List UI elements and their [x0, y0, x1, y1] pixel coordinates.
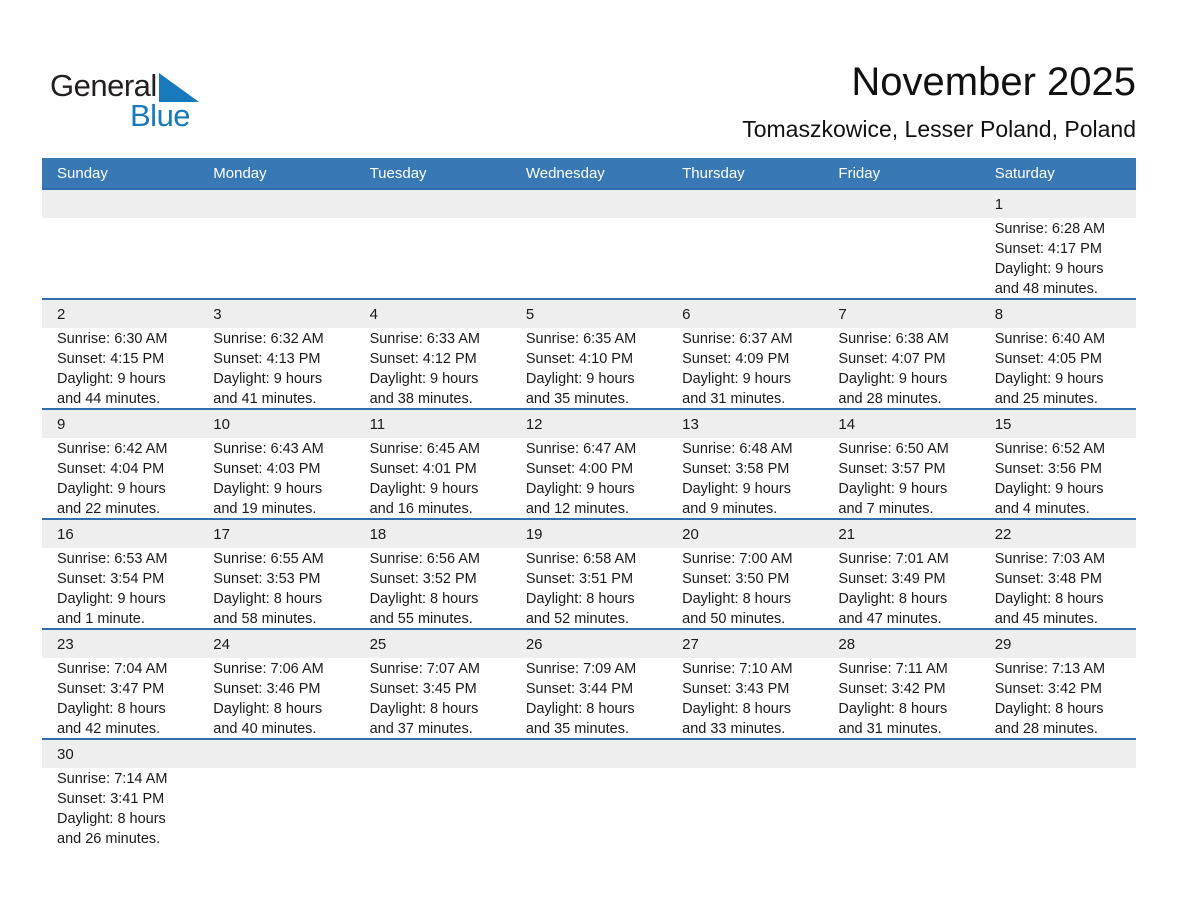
day-detail-line: Sunrise: 6:47 AM: [525, 441, 637, 457]
day-detail-line: Sunset: 3:52 PM: [369, 571, 477, 587]
day-cell-details: [42, 328, 198, 409]
empty-day-cell: [667, 768, 823, 849]
day-detail-line: and 35 minutes.: [525, 721, 630, 737]
day-number: 21: [838, 525, 856, 543]
day-number: 5: [525, 305, 535, 323]
day-cell-details: [511, 548, 667, 629]
day-cell-details: [198, 658, 354, 739]
logo-text-general: General: [50, 68, 157, 103]
empty-day-number: [667, 740, 823, 768]
day-number: 19: [525, 525, 543, 543]
day-detail-line: Sunrise: 7:13 AM: [994, 661, 1106, 677]
day-detail-line: Sunrise: 6:55 AM: [213, 551, 324, 567]
day-detail-line: Daylight: 8 hours: [525, 701, 635, 717]
day-detail-line: Sunset: 3:46 PM: [213, 681, 321, 697]
day-detail-line: Sunrise: 6:37 AM: [682, 331, 793, 347]
empty-day-cell: [355, 218, 511, 299]
day-detail-line: Daylight: 9 hours: [213, 481, 323, 497]
day-detail-line: Sunset: 4:05 PM: [994, 351, 1102, 367]
day-cell-details: [667, 328, 823, 409]
day-detail-line: and 55 minutes.: [369, 611, 473, 627]
general-blue-logo: [50, 70, 199, 131]
day-detail-line: and 25 minutes.: [994, 391, 1098, 407]
day-detail-line: Daylight: 8 hours: [57, 811, 166, 827]
day-detail-line: Daylight: 8 hours: [369, 701, 479, 717]
day-detail-line: Sunrise: 6:42 AM: [57, 441, 168, 457]
day-detail-line: Daylight: 8 hours: [838, 591, 948, 607]
weekday-header-tuesday: Tuesday: [369, 164, 427, 182]
day-detail-line: and 12 minutes.: [525, 501, 630, 517]
day-detail-line: Sunrise: 7:06 AM: [213, 661, 324, 677]
day-detail-line: Daylight: 8 hours: [994, 701, 1104, 717]
calendar-weeks: [42, 188, 1136, 848]
day-number: 15: [994, 415, 1012, 433]
day-detail-line: Sunrise: 6:35 AM: [525, 331, 637, 347]
week-row-2: [42, 298, 1136, 408]
day-detail-line: Daylight: 9 hours: [838, 481, 948, 497]
day-number: 27: [682, 635, 699, 653]
weekday-header-friday: Friday: [838, 164, 881, 182]
day-number-band: [42, 740, 1136, 768]
day-detail-line: Sunset: 4:03 PM: [213, 461, 321, 477]
empty-day-cell: [980, 768, 1136, 849]
day-number-band: [42, 630, 1136, 658]
day-detail-line: and 42 minutes.: [57, 721, 161, 737]
day-number: 12: [525, 415, 543, 433]
day-number: 23: [57, 635, 74, 653]
day-detail-line: Sunrise: 7:09 AM: [525, 661, 637, 677]
day-detail-line: Daylight: 9 hours: [369, 371, 479, 387]
day-detail-line: Sunset: 4:09 PM: [682, 351, 790, 367]
day-number: 7: [838, 305, 847, 323]
day-detail-line: and 48 minutes.: [994, 281, 1098, 297]
day-details-row: [42, 548, 1136, 628]
day-detail-line: Sunset: 3:41 PM: [57, 791, 165, 807]
empty-day-number: [198, 190, 354, 218]
day-detail-line: Daylight: 9 hours: [57, 481, 166, 497]
day-number: 9: [57, 415, 66, 433]
day-detail-line: and 1 minute.: [57, 611, 145, 627]
day-detail-line: Sunrise: 6:32 AM: [213, 331, 324, 347]
day-detail-line: Daylight: 8 hours: [994, 591, 1104, 607]
logo-text-blue: Blue: [130, 98, 191, 133]
day-detail-line: Sunset: 3:50 PM: [682, 571, 790, 587]
day-detail-line: and 16 minutes.: [369, 501, 473, 517]
day-cell-details: [667, 658, 823, 739]
day-number: 8: [994, 305, 1004, 323]
day-detail-line: Sunrise: 7:07 AM: [369, 661, 480, 677]
day-detail-line: Sunset: 3:53 PM: [213, 571, 321, 587]
day-number-band: [42, 520, 1136, 548]
day-number: 20: [682, 525, 699, 543]
day-cell-details: [511, 658, 667, 739]
day-detail-line: Daylight: 8 hours: [213, 591, 323, 607]
day-cell-details: [980, 438, 1136, 519]
day-cell-details: [355, 438, 511, 519]
weekday-header-row: [42, 158, 1136, 188]
day-number-band: [42, 300, 1136, 328]
day-number-band: [42, 410, 1136, 438]
day-cell-details: [355, 548, 511, 629]
day-detail-line: Sunset: 3:56 PM: [994, 461, 1102, 477]
day-detail-line: Sunrise: 6:56 AM: [369, 551, 480, 567]
day-details-row: [42, 768, 1136, 848]
day-number: 13: [682, 415, 699, 433]
day-number: 24: [213, 635, 230, 653]
day-detail-line: and 33 minutes.: [682, 721, 786, 737]
day-detail-line: and 37 minutes.: [369, 721, 473, 737]
day-detail-line: Daylight: 8 hours: [525, 591, 635, 607]
day-cell-details: [42, 438, 198, 519]
day-detail-line: Daylight: 9 hours: [838, 371, 948, 387]
day-detail-line: Sunrise: 6:45 AM: [369, 441, 480, 457]
day-detail-line: Sunrise: 6:58 AM: [525, 551, 637, 567]
day-detail-line: and 44 minutes.: [57, 391, 161, 407]
day-detail-line: Daylight: 9 hours: [525, 481, 635, 497]
day-number: 29: [994, 635, 1012, 653]
day-detail-line: Sunset: 3:49 PM: [838, 571, 946, 587]
day-detail-line: and 31 minutes.: [682, 391, 786, 407]
day-detail-line: Sunset: 3:48 PM: [994, 571, 1102, 587]
day-detail-line: Daylight: 9 hours: [682, 371, 791, 387]
day-detail-line: Sunrise: 7:10 AM: [682, 661, 793, 677]
day-detail-line: and 45 minutes.: [994, 611, 1098, 627]
day-detail-line: Sunrise: 6:52 AM: [994, 441, 1106, 457]
day-detail-line: and 58 minutes.: [213, 611, 317, 627]
day-cell-details: [823, 548, 979, 629]
day-detail-line: Daylight: 9 hours: [994, 261, 1104, 277]
day-detail-line: and 35 minutes.: [525, 391, 630, 407]
day-number: 4: [369, 305, 378, 323]
day-cell-details: [198, 548, 354, 629]
empty-day-number: [355, 740, 511, 768]
day-cell-details: [355, 328, 511, 409]
day-detail-line: Sunset: 4:12 PM: [369, 351, 477, 367]
page-subtitle: Tomaszkowice, Lesser Poland, Poland: [742, 116, 1136, 142]
day-detail-line: and 26 minutes.: [57, 831, 161, 847]
day-detail-line: Sunset: 4:15 PM: [57, 351, 165, 367]
weekday-header-wednesday: Wednesday: [525, 164, 605, 182]
day-details-row: [42, 438, 1136, 518]
day-detail-line: and 50 minutes.: [682, 611, 786, 627]
day-number: 3: [213, 305, 222, 323]
empty-day-number: [667, 190, 823, 218]
empty-day-cell: [355, 768, 511, 849]
empty-day-number: [980, 740, 1136, 768]
day-cell-details: [42, 658, 198, 739]
day-details-row: [42, 658, 1136, 738]
weekday-header-thursday: Thursday: [682, 164, 745, 182]
day-detail-line: Daylight: 9 hours: [369, 481, 479, 497]
day-detail-line: Daylight: 8 hours: [213, 701, 323, 717]
day-detail-line: Daylight: 9 hours: [57, 591, 166, 607]
day-detail-line: and 28 minutes.: [838, 391, 942, 407]
day-cell-details: [823, 438, 979, 519]
day-detail-line: and 47 minutes.: [838, 611, 942, 627]
day-cell-details: [980, 218, 1136, 299]
week-row-5: [42, 628, 1136, 738]
empty-day-cell: [823, 768, 979, 849]
day-detail-line: Sunset: 4:07 PM: [838, 351, 946, 367]
day-detail-line: Sunrise: 6:53 AM: [57, 551, 168, 567]
week-row-3: [42, 408, 1136, 518]
day-detail-line: Sunset: 3:45 PM: [369, 681, 477, 697]
empty-day-cell: [667, 218, 823, 299]
day-detail-line: Sunset: 3:54 PM: [57, 571, 165, 587]
day-detail-line: Daylight: 8 hours: [682, 591, 791, 607]
day-detail-line: Sunset: 4:13 PM: [213, 351, 321, 367]
week-row-6: [42, 738, 1136, 848]
day-detail-line: and 9 minutes.: [682, 501, 778, 517]
empty-day-number: [42, 190, 198, 218]
day-detail-line: Sunrise: 6:30 AM: [57, 331, 168, 347]
day-detail-line: Daylight: 8 hours: [369, 591, 479, 607]
empty-day-cell: [198, 768, 354, 849]
day-detail-line: Sunset: 3:57 PM: [838, 461, 946, 477]
day-cell-details: [980, 658, 1136, 739]
day-detail-line: Sunset: 3:47 PM: [57, 681, 165, 697]
day-details-row: [42, 218, 1136, 298]
day-detail-line: Daylight: 8 hours: [57, 701, 166, 717]
week-row-4: [42, 518, 1136, 628]
day-detail-line: Daylight: 9 hours: [994, 481, 1104, 497]
day-detail-line: Sunset: 3:42 PM: [838, 681, 946, 697]
day-number: 26: [525, 635, 543, 653]
day-detail-line: Daylight: 9 hours: [682, 481, 791, 497]
empty-day-cell: [198, 218, 354, 299]
day-detail-line: and 4 minutes.: [994, 501, 1090, 517]
day-number: 1: [994, 195, 1004, 213]
day-detail-line: Daylight: 9 hours: [213, 371, 323, 387]
empty-day-cell: [823, 218, 979, 299]
day-number: 25: [369, 635, 387, 653]
empty-day-cell: [511, 218, 667, 299]
day-number: 10: [213, 415, 230, 433]
day-number: 22: [994, 525, 1012, 543]
empty-day-number: [198, 740, 354, 768]
page-title: November 2025: [851, 60, 1136, 104]
day-cell-details: [823, 658, 979, 739]
day-detail-line: Daylight: 9 hours: [525, 371, 635, 387]
empty-day-number: [355, 190, 511, 218]
day-detail-line: and 7 minutes.: [838, 501, 934, 517]
day-detail-line: Sunset: 4:04 PM: [57, 461, 165, 477]
day-detail-line: Daylight: 8 hours: [838, 701, 948, 717]
day-detail-line: and 52 minutes.: [525, 611, 630, 627]
day-cell-details: [355, 658, 511, 739]
day-cell-details: [667, 438, 823, 519]
day-details-row: [42, 328, 1136, 408]
empty-day-number: [511, 190, 667, 218]
day-cell-details: [667, 548, 823, 629]
day-number: 30: [57, 745, 74, 763]
day-cell-details: [198, 438, 354, 519]
day-detail-line: Daylight: 8 hours: [682, 701, 791, 717]
day-cell-details: [980, 548, 1136, 629]
day-detail-line: Sunrise: 7:01 AM: [838, 551, 949, 567]
day-detail-line: Sunrise: 7:14 AM: [57, 771, 168, 787]
day-detail-line: Sunrise: 6:48 AM: [682, 441, 793, 457]
calendar-grid: [42, 158, 1136, 848]
day-cell-details: [198, 328, 354, 409]
weekday-header-sunday: Sunday: [57, 164, 108, 182]
day-number: 16: [57, 525, 74, 543]
day-detail-line: Daylight: 9 hours: [994, 371, 1104, 387]
day-cell-details: [823, 328, 979, 409]
day-number: 14: [838, 415, 856, 433]
day-detail-line: Sunrise: 6:50 AM: [838, 441, 949, 457]
day-number: 28: [838, 635, 856, 653]
day-number: 17: [213, 525, 230, 543]
day-cell-details: [42, 768, 198, 849]
day-detail-line: Sunrise: 7:00 AM: [682, 551, 793, 567]
day-detail-line: Sunset: 4:01 PM: [369, 461, 477, 477]
weekday-header-saturday: Saturday: [994, 164, 1055, 182]
empty-day-number: [511, 740, 667, 768]
day-detail-line: Sunset: 3:51 PM: [525, 571, 634, 587]
day-detail-line: and 41 minutes.: [213, 391, 317, 407]
day-detail-line: Sunrise: 7:11 AM: [838, 661, 948, 677]
day-detail-line: and 31 minutes.: [838, 721, 942, 737]
day-number: 6: [682, 305, 691, 323]
week-row-1: [42, 188, 1136, 298]
day-detail-line: Sunrise: 7:03 AM: [994, 551, 1106, 567]
day-detail-line: Sunset: 3:44 PM: [525, 681, 634, 697]
empty-day-cell: [511, 768, 667, 849]
day-detail-line: Sunrise: 6:33 AM: [369, 331, 480, 347]
day-detail-line: Sunset: 4:00 PM: [525, 461, 634, 477]
day-cell-details: [511, 328, 667, 409]
empty-day-cell: [42, 218, 198, 299]
day-detail-line: and 40 minutes.: [213, 721, 317, 737]
day-cell-details: [511, 438, 667, 519]
day-detail-line: and 38 minutes.: [369, 391, 473, 407]
day-detail-line: Sunset: 3:58 PM: [682, 461, 790, 477]
day-detail-line: Sunrise: 6:43 AM: [213, 441, 324, 457]
day-detail-line: Sunrise: 6:38 AM: [838, 331, 949, 347]
day-detail-line: Daylight: 9 hours: [57, 371, 166, 387]
day-detail-line: and 19 minutes.: [213, 501, 317, 517]
day-detail-line: Sunset: 3:43 PM: [682, 681, 790, 697]
empty-day-number: [823, 190, 979, 218]
day-cell-details: [42, 548, 198, 629]
day-detail-line: and 22 minutes.: [57, 501, 161, 517]
day-detail-line: Sunset: 4:10 PM: [525, 351, 634, 367]
day-detail-line: and 28 minutes.: [994, 721, 1098, 737]
empty-day-number: [823, 740, 979, 768]
day-cell-details: [980, 328, 1136, 409]
day-detail-line: Sunrise: 7:04 AM: [57, 661, 168, 677]
day-detail-line: Sunrise: 6:28 AM: [994, 221, 1106, 237]
day-number-band: [42, 190, 1136, 218]
day-number: 11: [369, 415, 386, 433]
day-number: 18: [369, 525, 387, 543]
day-detail-line: Sunrise: 6:40 AM: [994, 331, 1106, 347]
day-detail-line: Sunset: 3:42 PM: [994, 681, 1102, 697]
day-detail-line: Sunset: 4:17 PM: [994, 241, 1102, 257]
day-number: 2: [57, 305, 66, 323]
title-block: [742, 60, 1136, 143]
weekday-header-monday: Monday: [213, 164, 267, 182]
